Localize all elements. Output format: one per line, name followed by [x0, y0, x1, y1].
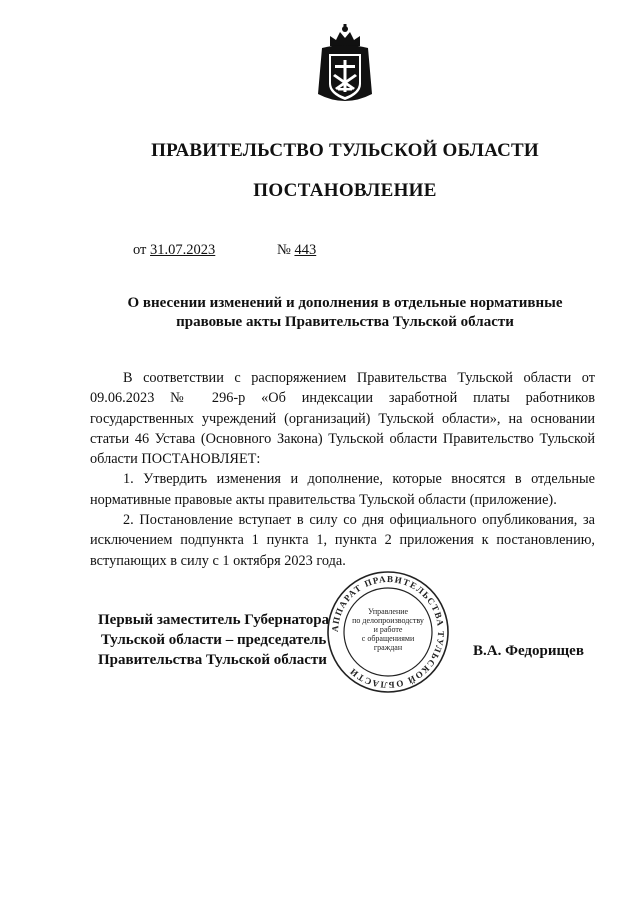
document-date-line [133, 242, 215, 259]
stamp-line-3: и работе [373, 625, 403, 634]
document-type: ПОСТАНОВЛЕНИЕ [253, 180, 437, 201]
signatory-position [98, 610, 329, 670]
stamp-ring-text: АППАРАТ ПРАВИТЕЛЬСТВА ТУЛЬСКОЙ ОБЛАСТИ [329, 573, 447, 691]
stamp-line-2: по делопроизводству [352, 616, 424, 625]
signatory-position-line-2: Тульской области – председатель [101, 632, 327, 648]
government-title: ПРАВИТЕЛЬСТВО ТУЛЬСКОЙ ОБЛАСТИ [151, 140, 539, 161]
document-subject [105, 294, 585, 332]
document-body [90, 368, 595, 571]
coat-of-arms-icon [316, 24, 374, 110]
signatory-position-line-1: Первый заместитель Губернатора [98, 612, 330, 628]
document-date: 31.07.2023 [150, 242, 216, 258]
stamp-line-4: с обращениями [361, 634, 415, 643]
stamp-line-1: Управление [367, 607, 409, 616]
stamp-inner-text [350, 607, 426, 652]
document-number-line [277, 242, 316, 259]
body-paragraph-preamble: В соответствии с распоряжением Правительства Тульской области от 09.06.2023 № 296-р «Об индексации заработной платы работников государственных учреждений (организаций) Тульской области», на основании статьи 46 Устава (Основного Закона) Тульской области Правительство Тульской области ПОСТАНОВЛЯЕТ: [90, 370, 595, 468]
signatory-name: В.А. Федорищев [473, 643, 584, 659]
stamp-line-5: граждан [373, 643, 403, 652]
number-prefix: № [277, 242, 291, 258]
signatory-position-line-3: Правительства Тульской области [98, 652, 327, 668]
body-paragraph-item-2: 2. Постановление вступает в силу со дня официального опубликования, за исключением подпункта 1 пункта 1, пункта 2 приложения к постановлению, вступающих в силу с 1 октября 2023 года. [90, 512, 595, 569]
subject-line-2: правовые акты Правительства Тульской области [176, 314, 514, 330]
document-number: 443 [294, 242, 317, 258]
subject-line-1: О внесении изменений и дополнения в отдельные нормативные [127, 295, 563, 311]
body-paragraph-item-1: 1. Утвердить изменения и дополнение, которые вносятся в отдельные нормативные правовые акты правительства Тульской области (приложение). [90, 471, 595, 508]
date-prefix: от [133, 242, 147, 258]
